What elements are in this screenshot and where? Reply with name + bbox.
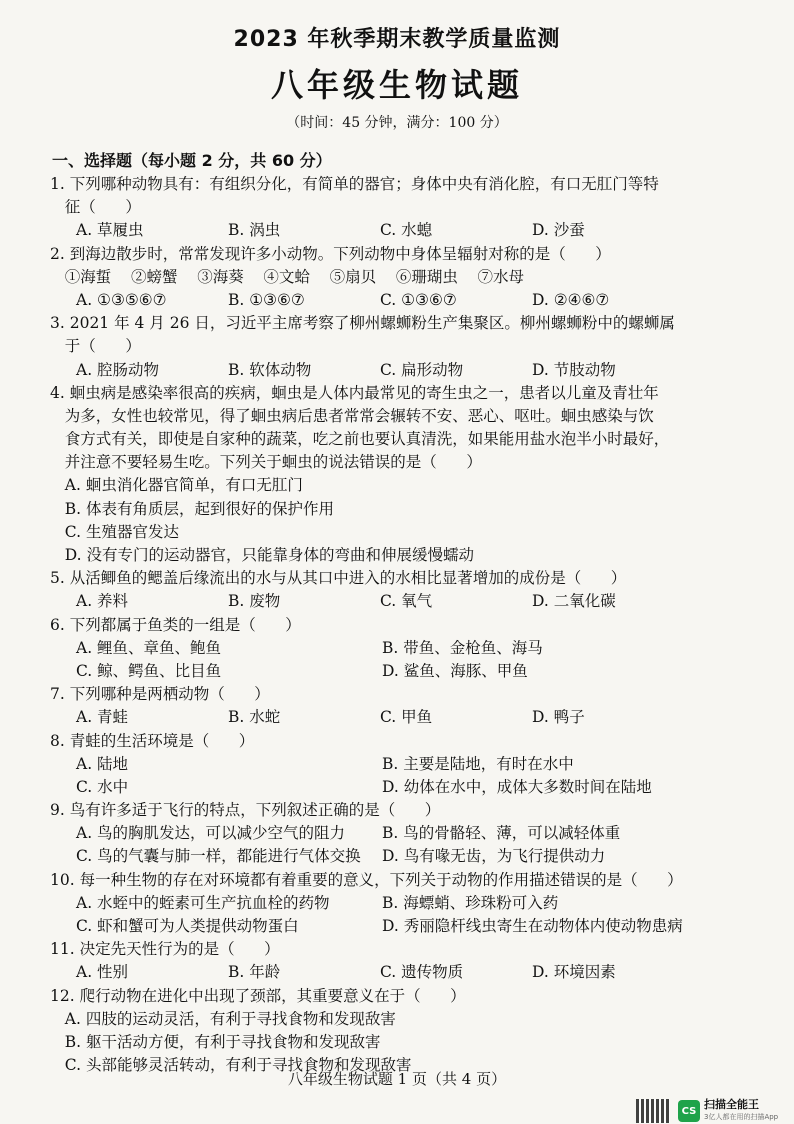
- answer-option: B. 废物: [228, 592, 281, 611]
- question-text-line: C. 头部能够灵活转动，有利于寻找食物和发现敌害: [50, 1056, 412, 1075]
- question-item: [50, 799, 750, 869]
- page-footer: 八年级生物试题 1 页（共 4 页）: [287, 1070, 507, 1088]
- options-row: [50, 359, 750, 382]
- question-text-line: C. 生殖器官发达: [50, 522, 179, 541]
- answer-option: D. 二氧化碳: [532, 592, 616, 611]
- answer-option: A. ①③⑤⑥⑦: [76, 290, 167, 309]
- question-stem: 10. 每一种生物的存在对环境都有着重要的意义，下列关于动物的作用描述错误的是（ ）: [50, 870, 683, 889]
- answer-option: B. 鸟的骨骼轻、薄，可以减轻体重: [382, 824, 621, 843]
- answer-option: D. 幼体在水中，成体大多数时间在陆地: [382, 777, 652, 796]
- question-stem: 8. 青蛙的生活环境是（ ）: [50, 731, 255, 750]
- answer-option: A. 腔肠动物: [76, 360, 160, 379]
- question-text-line: 于（ ）: [50, 337, 141, 356]
- answer-option: D. 节肢动物: [532, 360, 616, 379]
- question-item: [50, 382, 750, 568]
- answer-option: C. 水中: [76, 777, 129, 796]
- answer-option: C. 水螅: [380, 221, 433, 240]
- question-text-line: 并注意不要轻易生吃。下列关于蛔虫的说法错误的是（ ）: [50, 453, 482, 472]
- answer-option: A. 鸟的胸肌发达，可以减少空气的阻力: [76, 824, 346, 843]
- answer-option: A. 草履虫: [76, 221, 144, 240]
- answer-option: D. 沙蚕: [532, 221, 585, 240]
- section-heading: 一、选择题（每小题 2 分，共 60 分）: [52, 151, 332, 170]
- question-stem: 3. 2021 年 4 月 26 日，习近平主席考察了柳州螺蛳粉生产集聚区。柳州螺蛳粉中的螺蛳属: [50, 314, 675, 333]
- answer-option: A. 鲤鱼、章鱼、鲍鱼: [76, 638, 222, 657]
- question-stem: 7. 下列哪种是两栖动物（ ）: [50, 685, 270, 704]
- answer-option: C. 扁形动物: [380, 360, 464, 379]
- question-text-line: A. 蛔虫消化器官简单，有口无肛门: [50, 476, 303, 495]
- question-item: [50, 938, 750, 984]
- question-stem: 6. 下列都属于鱼类的一组是（ ）: [50, 615, 301, 634]
- question-stem: 5. 从活鲫鱼的鳃盖后缘流出的水与从其口中进入的水相比显著增加的成份是（ ）: [50, 569, 627, 588]
- options-row: [50, 637, 750, 660]
- question-text-line: D. 没有专门的运动器官，只能靠身体的弯曲和伸展缓慢蠕动: [50, 546, 475, 564]
- options-row: [50, 892, 750, 915]
- answer-option: C. 甲鱼: [380, 708, 433, 727]
- question-item: [50, 869, 750, 939]
- answer-option: A. 陆地: [76, 754, 129, 773]
- answer-option: B. ①③⑥⑦: [228, 290, 305, 309]
- question-item: [50, 173, 750, 243]
- scanner-watermark: [636, 1098, 778, 1124]
- question-item: [50, 243, 750, 313]
- answer-option: D. 鸭子: [532, 708, 585, 727]
- answer-option: B. 带鱼、金枪鱼、海马: [382, 638, 543, 657]
- question-text-line: B. 体表有角质层，起到很好的保护作用: [50, 499, 335, 518]
- answer-option: B. 软体动物: [228, 360, 312, 379]
- options-row: [50, 706, 750, 729]
- scanner-brand-name: 扫描全能王: [704, 1098, 759, 1111]
- answer-option: C. 鲸、鳄鱼、比目鱼: [76, 661, 222, 680]
- options-row: [50, 776, 750, 799]
- options-row: [50, 753, 750, 776]
- question-item: [50, 614, 750, 684]
- question-item: [50, 312, 750, 382]
- question-text-line: A. 四肢的运动灵活，有利于寻找食物和发现敌害: [50, 1009, 396, 1028]
- question-text-line: 为多，女性也较常见，得了蛔虫病后患者常常会辗转不安、恶心、呕吐。蛔虫感染与饮: [50, 406, 654, 425]
- exam-title-large: 八年级生物试题: [270, 66, 523, 104]
- options-row: [50, 289, 750, 312]
- answer-option: B. 年龄: [228, 963, 281, 982]
- answer-option: A. 性别: [76, 963, 129, 982]
- answer-option: B. 水蛇: [228, 708, 281, 727]
- scanner-tagline: 3亿人都在用的扫描App: [704, 1113, 779, 1121]
- question-stem: 2. 到海边散步时，常常发现许多小动物。下列动物中身体呈辐射对称的是（ ）: [50, 244, 611, 263]
- exam-time-info: （时间：45 分钟，满分：100 分）: [286, 115, 508, 131]
- qr-code-icon: [636, 1099, 670, 1123]
- question-stem: 4. 蛔虫病是感染率很高的疾病，蛔虫是人体内最常见的寄生虫之一，患者以儿童及青壮年: [50, 383, 659, 402]
- answer-option: B. 涡虫: [228, 221, 281, 240]
- question-stem: 1. 下列哪种动物具有：有组织分化，有简单的器官；身体中央有消化腔，有口无肛门等特: [50, 175, 659, 193]
- options-row: [50, 219, 750, 242]
- question-item: [50, 730, 750, 800]
- answer-option: C. ①③⑥⑦: [380, 290, 457, 309]
- camscanner-logo-icon: CS: [678, 1100, 700, 1122]
- options-row: [50, 660, 750, 683]
- answer-option: D. 鸟有喙无齿，为飞行提供动力: [382, 847, 606, 866]
- question-text-line: 征（ ）: [50, 198, 141, 217]
- answer-option: C. 虾和蟹可为人类提供动物蛋白: [76, 917, 299, 935]
- question-stem: 9. 鸟有许多适于飞行的特点，下列叙述正确的是（ ）: [50, 801, 441, 820]
- answer-option: B. 海螵蛸、珍珠粉可入药: [382, 893, 559, 912]
- answer-option: A. 水蛭中的蛭素可生产抗血栓的药物: [76, 893, 330, 912]
- options-row: [50, 961, 750, 984]
- answer-option: A. 养料: [76, 592, 129, 611]
- question-item: [50, 985, 750, 1078]
- answer-option: A. 青蛙: [76, 708, 129, 727]
- question-item: [50, 567, 750, 613]
- answer-option: D. 环境因素: [532, 963, 616, 982]
- question-list: [50, 173, 750, 1077]
- question-text-line: 食方式有关，即使是自家种的蔬菜，吃之前也要认真清洗，如果能用盐水泡半小时最好，: [50, 430, 670, 449]
- question-text-line: B. 躯干活动方便，有利于寻找食物和发现敌害: [50, 1032, 381, 1051]
- question-item: [50, 683, 750, 729]
- answer-option: B. 主要是陆地，有时在水中: [382, 754, 574, 773]
- options-row: [50, 845, 750, 868]
- exam-title-small: 2023 年秋季期末教学质量监测: [233, 27, 561, 52]
- answer-option: D. 鲨鱼、海豚、甲鱼: [382, 661, 528, 680]
- options-row: [50, 590, 750, 613]
- question-stem: 11. 决定先天性行为的是（ ）: [50, 940, 280, 959]
- answer-option: D. ②④⑥⑦: [532, 290, 610, 309]
- question-stem: 12. 爬行动物在进化中出现了颈部，其重要意义在于（ ）: [50, 986, 466, 1005]
- answer-option: C. 鸟的气囊与肺一样，都能进行气体交换: [76, 847, 361, 866]
- answer-option: C. 遗传物质: [380, 963, 464, 982]
- scanner-brand: [704, 1098, 778, 1124]
- answer-option: C. 氧气: [380, 592, 433, 611]
- options-row: [50, 915, 750, 938]
- options-row: [50, 822, 750, 845]
- question-text-line: ①海蜇 ②螃蟹 ③海葵 ④文蛤 ⑤扇贝 ⑥珊瑚虫 ⑦水母: [50, 267, 525, 286]
- answer-option: D. 秀丽隐杆线虫寄生在动物体内使动物患病: [382, 917, 683, 935]
